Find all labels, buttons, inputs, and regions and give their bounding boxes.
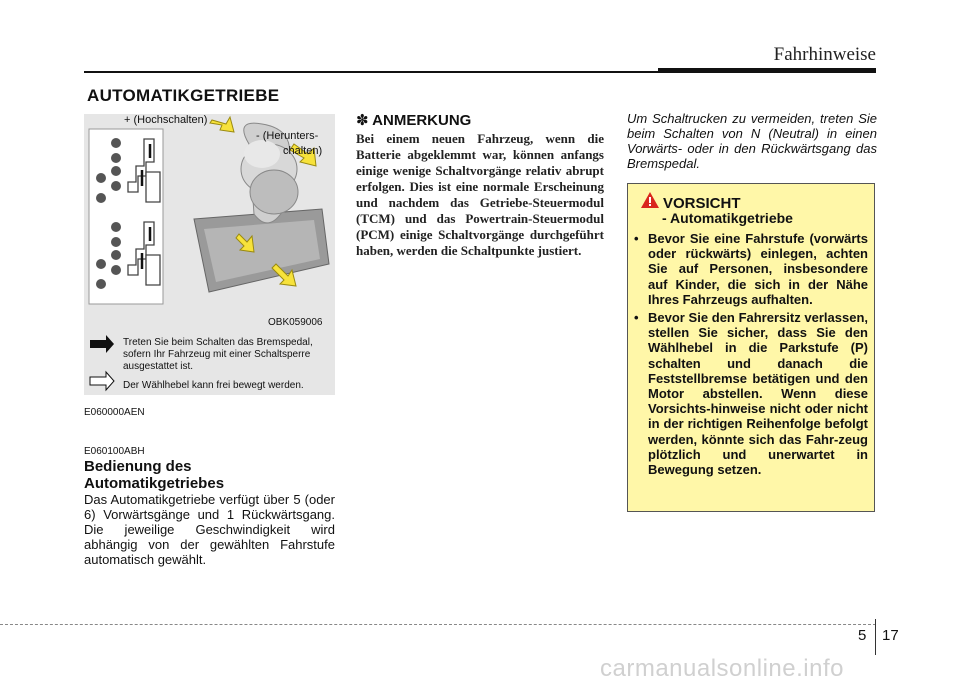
subsection-heading: Bedienung des Automatikgetriebes [84, 458, 225, 492]
caution-list [634, 231, 868, 480]
footer-divider [875, 619, 876, 655]
gate-minus [96, 193, 106, 203]
footer-rule [0, 624, 876, 625]
gate-letter-d [111, 181, 121, 191]
gate-letter-r [111, 153, 121, 163]
free-move-arrow [90, 372, 114, 390]
watermark: carmanualsonline.info [600, 655, 844, 682]
list-item: • Bevor Sie den Fahrersitz verlassen, stellen Sie sicher, dass Sie den Wählhebel in die Parkstufe (P) schalten und danach die Feststellbremse betätigen und den Motor abstellen. Wenn diese Vorsichts-hinweise nicht oder nicht in der richtigen Reihenfolge befolgt werden, könnte sich das Fahr-zeug plötzlich und unerwartet in Bewegung setzen. [634, 310, 868, 477]
page-header-title: Fahrhinweise [773, 44, 876, 65]
brake-required-arrow [90, 335, 114, 353]
note-body: Bei einem neuen Fahrzeug, wenn die Batterie abgeklemmt war, können anfangs einige wenige Schaltvorgänge relativ abrupt erfolgen. Dies ist eine normale Erscheinung und nachdem das Getriebe-Steuermodul (TCM) und das Powertrain-Steuermodul (PCM) einige Schaltvorgänge durchgeführt haben, werden die Schaltpunkte justiert. [356, 131, 604, 258]
legend-free-text: Der Wählhebel kann frei bewegt werden. [123, 380, 304, 391]
caution-subtitle: - Automatikgetriebe [662, 210, 793, 226]
body-paragraph: Das Automatikgetriebe verfügt über 5 (oder 6) Vorwärtsgänge und 1 Rückwärtsgang. Die jeweilige Geschwindigkeit wird abhängig von der gewählten Fahrstufe automatisch gewählt. [84, 492, 335, 567]
gate-letter-n [111, 166, 121, 176]
header-rule-accent [658, 68, 876, 73]
section-code: E060000AEN [84, 407, 145, 418]
downshift-label-2: chalten) [283, 145, 323, 157]
tip-paragraph: Um Schaltrucken zu vermeiden, treten Sie beim Schalten von N (Neutral) in einen Vorwärts- oder in den Rückwärtsgang das Bremspedal. [627, 111, 877, 171]
figure-code: OBK059006 [268, 317, 323, 328]
page-number: 17 [882, 627, 899, 644]
downshift-label-1: - (Herunters- [256, 130, 319, 142]
gate-letter-p [111, 138, 121, 148]
gate-plus [96, 173, 106, 183]
note-heading: ✽ ANMERKUNG [356, 112, 472, 129]
list-item: • Bevor Sie eine Fahrstufe (vorwärts oder rückwärts) einlegen, achten Sie auf Personen, insbesondere auf Kinder, die sich in der Nähe Ihres Fahrzeugs aufhalten. [634, 231, 868, 307]
upshift-arrow [210, 117, 234, 132]
warning-icon [641, 192, 659, 208]
chapter-number: 5 [858, 627, 867, 644]
caution-title: VORSICHT [663, 195, 741, 212]
subsection-code: E060100ABH [84, 446, 145, 457]
legend-brake-text: Treten Sie beim Schalten das Bremspedal, sofern Ihr Fahrzeug mit einer Schaltsperre ausgestattet ist. [123, 337, 313, 372]
section-title: AUTOMATIKGETRIEBE [87, 86, 280, 105]
upshift-label: + (Hochschalten) [124, 114, 208, 126]
